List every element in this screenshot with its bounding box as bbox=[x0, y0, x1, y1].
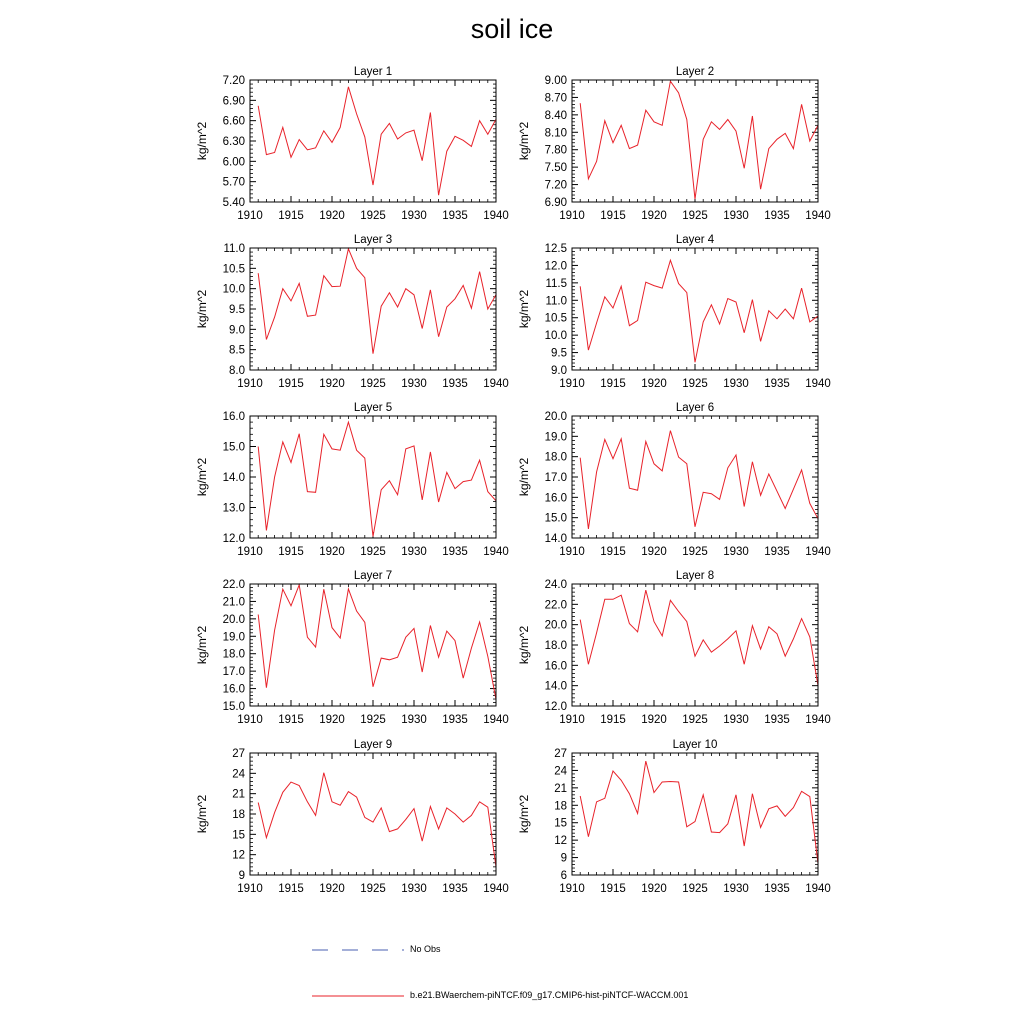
x-tick-label: 1930 bbox=[401, 546, 427, 558]
y-tick-label: 12.0 bbox=[544, 701, 567, 713]
plot-frame bbox=[250, 416, 496, 538]
x-tick-label: 1910 bbox=[559, 210, 585, 222]
y-axis-label: kg/m^2 bbox=[195, 457, 209, 497]
y-tick-label: 15 bbox=[232, 829, 245, 842]
panel-layer-5 bbox=[195, 402, 509, 558]
x-tick-label: 1925 bbox=[360, 210, 386, 222]
x-tick-label: 1935 bbox=[442, 546, 468, 558]
y-tick-label: 7.20 bbox=[544, 179, 567, 192]
y-tick-label: 6.60 bbox=[222, 115, 245, 128]
x-tick-label: 1935 bbox=[442, 714, 468, 726]
x-tick-label: 1915 bbox=[278, 378, 304, 390]
x-tick-label: 1930 bbox=[401, 714, 427, 726]
series-line bbox=[258, 585, 496, 700]
panel-title: Layer 8 bbox=[675, 570, 715, 582]
x-tick-label: 1920 bbox=[319, 714, 345, 726]
y-tick-label: 9 bbox=[560, 852, 567, 865]
y-tick-label: 24.0 bbox=[544, 579, 567, 591]
legend-model-swatch bbox=[300, 989, 410, 1003]
y-tick-label: 10.0 bbox=[544, 330, 567, 343]
x-tick-label: 1930 bbox=[723, 378, 749, 390]
x-tick-label: 1910 bbox=[237, 714, 263, 726]
y-tick-label: 11.0 bbox=[545, 295, 567, 308]
panel-layer-10 bbox=[517, 739, 831, 895]
x-tick-label: 1910 bbox=[237, 883, 263, 895]
series-line bbox=[258, 422, 496, 536]
panel-layer-3 bbox=[195, 234, 509, 390]
plot-frame bbox=[572, 416, 818, 538]
y-tick-label: 24 bbox=[554, 765, 567, 778]
x-tick-label: 1940 bbox=[483, 883, 509, 895]
panel-title: Layer 1 bbox=[353, 66, 393, 78]
x-tick-label: 1920 bbox=[641, 714, 667, 726]
panel-title: Layer 7 bbox=[353, 570, 393, 582]
y-tick-label: 9.5 bbox=[551, 347, 567, 360]
x-tick-label: 1935 bbox=[442, 883, 468, 895]
plot-frame bbox=[250, 584, 496, 706]
x-tick-label: 1935 bbox=[764, 210, 790, 222]
x-tick-label: 1915 bbox=[278, 210, 304, 222]
x-tick-label: 1940 bbox=[805, 210, 831, 222]
y-tick-label: 24 bbox=[232, 768, 245, 781]
x-tick-label: 1915 bbox=[278, 883, 304, 895]
y-tick-label: 18 bbox=[554, 800, 567, 813]
y-tick-label: 14.0 bbox=[222, 472, 245, 484]
y-tick-label: 10.0 bbox=[222, 283, 245, 296]
y-tick-label: 15.0 bbox=[222, 701, 245, 713]
panel-title: Layer 3 bbox=[353, 234, 393, 246]
y-tick-label: 19.0 bbox=[544, 431, 567, 444]
y-tick-label: 22.0 bbox=[222, 579, 245, 591]
plot-frame bbox=[572, 248, 818, 370]
x-tick-label: 1910 bbox=[237, 546, 263, 558]
y-tick-label: 15.0 bbox=[544, 512, 567, 525]
y-tick-label: 27 bbox=[232, 748, 245, 760]
x-tick-label: 1925 bbox=[682, 883, 708, 895]
x-tick-label: 1925 bbox=[360, 714, 386, 726]
y-tick-label: 8.0 bbox=[229, 365, 245, 377]
panel-layer-6 bbox=[517, 402, 831, 558]
y-tick-label: 17.0 bbox=[544, 472, 567, 484]
x-tick-label: 1940 bbox=[805, 546, 831, 558]
y-tick-label: 15.0 bbox=[222, 441, 245, 454]
y-axis-label: kg/m^2 bbox=[517, 625, 531, 665]
y-tick-label: 6.90 bbox=[222, 95, 245, 108]
x-tick-label: 1910 bbox=[237, 378, 263, 390]
y-tick-label: 6 bbox=[560, 870, 567, 882]
y-tick-label: 12.0 bbox=[544, 260, 567, 273]
x-tick-label: 1915 bbox=[600, 378, 626, 390]
y-tick-label: 10.5 bbox=[544, 312, 567, 325]
y-tick-label: 9.0 bbox=[551, 365, 567, 377]
series-line bbox=[258, 249, 496, 354]
x-tick-label: 1925 bbox=[682, 714, 708, 726]
y-tick-label: 8.40 bbox=[544, 109, 567, 122]
series-line bbox=[580, 260, 818, 362]
y-tick-label: 13.0 bbox=[222, 502, 245, 515]
y-tick-label: 22.0 bbox=[544, 599, 567, 612]
y-tick-label: 9.0 bbox=[229, 324, 245, 337]
panel-layer-7 bbox=[195, 570, 509, 726]
series-line bbox=[258, 773, 496, 867]
x-tick-label: 1925 bbox=[360, 378, 386, 390]
y-axis-label: kg/m^2 bbox=[517, 794, 531, 834]
x-tick-label: 1925 bbox=[682, 210, 708, 222]
x-tick-label: 1940 bbox=[483, 378, 509, 390]
y-tick-label: 12 bbox=[554, 835, 567, 848]
y-tick-label: 11.0 bbox=[223, 243, 245, 255]
x-tick-label: 1930 bbox=[401, 378, 427, 390]
x-tick-label: 1940 bbox=[483, 714, 509, 726]
x-tick-label: 1930 bbox=[401, 210, 427, 222]
x-tick-label: 1925 bbox=[682, 378, 708, 390]
y-tick-label: 5.70 bbox=[222, 176, 245, 189]
x-tick-label: 1940 bbox=[805, 378, 831, 390]
y-tick-label: 16.0 bbox=[544, 492, 567, 505]
panel-title: Layer 4 bbox=[675, 234, 715, 246]
x-tick-label: 1925 bbox=[360, 883, 386, 895]
y-tick-label: 16.0 bbox=[544, 660, 567, 673]
x-tick-label: 1910 bbox=[559, 546, 585, 558]
y-axis-label: kg/m^2 bbox=[195, 794, 209, 834]
x-tick-label: 1910 bbox=[559, 378, 585, 390]
y-tick-label: 18.0 bbox=[544, 451, 567, 464]
y-tick-label: 7.20 bbox=[222, 75, 245, 87]
y-axis-label: kg/m^2 bbox=[517, 289, 531, 329]
x-tick-label: 1915 bbox=[278, 714, 304, 726]
series-line bbox=[580, 81, 818, 199]
x-tick-label: 1935 bbox=[764, 546, 790, 558]
x-tick-label: 1930 bbox=[723, 546, 749, 558]
y-tick-label: 21 bbox=[232, 788, 245, 801]
y-tick-label: 7.80 bbox=[544, 144, 567, 157]
panel-layer-8 bbox=[517, 570, 831, 726]
y-axis-label: kg/m^2 bbox=[195, 121, 209, 161]
panel-title: Layer 2 bbox=[675, 66, 715, 78]
y-tick-label: 14.0 bbox=[544, 533, 567, 545]
panel-layer-1 bbox=[195, 66, 509, 222]
y-tick-label: 18.0 bbox=[544, 640, 567, 652]
x-tick-label: 1920 bbox=[641, 210, 667, 222]
x-tick-label: 1920 bbox=[641, 883, 667, 895]
y-tick-label: 8.70 bbox=[544, 92, 567, 105]
panel-title: Layer 9 bbox=[353, 739, 393, 751]
x-tick-label: 1915 bbox=[600, 546, 626, 558]
y-tick-label: 5.40 bbox=[222, 197, 245, 209]
y-tick-label: 14.0 bbox=[544, 680, 567, 693]
panel-title: Layer 6 bbox=[675, 402, 715, 414]
y-tick-label: 7.50 bbox=[544, 162, 567, 175]
chart-title: soil ice bbox=[470, 14, 554, 44]
x-tick-label: 1925 bbox=[360, 546, 386, 558]
x-tick-label: 1910 bbox=[559, 883, 585, 895]
x-tick-label: 1930 bbox=[723, 210, 749, 222]
x-tick-label: 1935 bbox=[764, 378, 790, 390]
legend-obs-swatch bbox=[300, 943, 410, 957]
y-tick-label: 27 bbox=[554, 748, 567, 760]
x-tick-label: 1920 bbox=[641, 546, 667, 558]
x-tick-label: 1940 bbox=[805, 714, 831, 726]
series-line bbox=[580, 431, 818, 529]
panel-title: Layer 5 bbox=[353, 402, 393, 414]
y-tick-label: 21.0 bbox=[222, 596, 245, 609]
x-tick-label: 1935 bbox=[764, 883, 790, 895]
x-tick-label: 1915 bbox=[278, 546, 304, 558]
x-tick-label: 1935 bbox=[442, 378, 468, 390]
y-tick-label: 20.0 bbox=[544, 411, 567, 423]
x-tick-label: 1915 bbox=[600, 714, 626, 726]
y-tick-label: 8.10 bbox=[544, 127, 567, 140]
x-tick-label: 1940 bbox=[483, 210, 509, 222]
y-axis-label: kg/m^2 bbox=[195, 625, 209, 665]
x-tick-label: 1930 bbox=[723, 714, 749, 726]
legend-obs-label: No Obs bbox=[410, 944, 441, 954]
y-tick-label: 16.0 bbox=[222, 683, 245, 696]
x-tick-label: 1915 bbox=[600, 883, 626, 895]
x-tick-label: 1915 bbox=[600, 210, 626, 222]
legend-model-label: b.e21.BWaerchem-piNTCF.f09_g17.CMIP6-hist-piNTCF-WACCM.001 bbox=[410, 990, 689, 1000]
x-tick-label: 1920 bbox=[319, 546, 345, 558]
x-tick-label: 1925 bbox=[682, 546, 708, 558]
x-tick-label: 1910 bbox=[559, 714, 585, 726]
y-tick-label: 6.00 bbox=[222, 156, 245, 169]
x-tick-label: 1920 bbox=[319, 210, 345, 222]
y-tick-label: 15 bbox=[554, 817, 567, 830]
y-tick-label: 16.0 bbox=[222, 411, 245, 423]
y-tick-label: 20.0 bbox=[544, 619, 567, 632]
y-tick-label: 9.00 bbox=[544, 75, 567, 87]
x-tick-label: 1935 bbox=[442, 210, 468, 222]
x-tick-label: 1920 bbox=[319, 883, 345, 895]
y-tick-label: 12.5 bbox=[544, 243, 567, 255]
y-tick-label: 19.0 bbox=[222, 631, 245, 644]
y-tick-label: 6.30 bbox=[222, 136, 245, 148]
y-tick-label: 11.5 bbox=[545, 277, 567, 290]
y-tick-label: 9 bbox=[238, 870, 245, 882]
y-tick-label: 6.90 bbox=[544, 197, 567, 209]
y-tick-label: 12 bbox=[232, 849, 245, 862]
y-tick-label: 21 bbox=[554, 782, 567, 795]
x-tick-label: 1930 bbox=[723, 883, 749, 895]
y-tick-label: 18 bbox=[232, 809, 245, 821]
y-axis-label: kg/m^2 bbox=[517, 457, 531, 497]
plot-frame bbox=[250, 753, 496, 875]
y-tick-label: 18.0 bbox=[222, 648, 245, 661]
series-line bbox=[258, 87, 496, 195]
y-axis-label: kg/m^2 bbox=[195, 289, 209, 329]
panel-layer-2 bbox=[517, 66, 831, 222]
y-tick-label: 20.0 bbox=[222, 613, 245, 626]
panel-layer-4 bbox=[517, 234, 831, 390]
plot-frame bbox=[572, 80, 818, 202]
panel-title: Layer 10 bbox=[672, 739, 718, 751]
x-tick-label: 1930 bbox=[401, 883, 427, 895]
y-tick-label: 17.0 bbox=[222, 666, 245, 679]
x-tick-label: 1935 bbox=[764, 714, 790, 726]
y-tick-label: 9.5 bbox=[229, 304, 245, 316]
y-tick-label: 8.5 bbox=[229, 344, 245, 357]
y-axis-label: kg/m^2 bbox=[517, 121, 531, 161]
x-tick-label: 1940 bbox=[805, 883, 831, 895]
series-line bbox=[580, 590, 818, 686]
x-tick-label: 1940 bbox=[483, 546, 509, 558]
y-tick-label: 10.5 bbox=[222, 263, 245, 276]
x-tick-label: 1920 bbox=[641, 378, 667, 390]
x-tick-label: 1910 bbox=[237, 210, 263, 222]
x-tick-label: 1920 bbox=[319, 378, 345, 390]
panel-layer-9 bbox=[195, 739, 509, 895]
plot-frame bbox=[572, 753, 818, 875]
y-tick-label: 12.0 bbox=[222, 533, 245, 545]
series-line bbox=[580, 761, 818, 863]
